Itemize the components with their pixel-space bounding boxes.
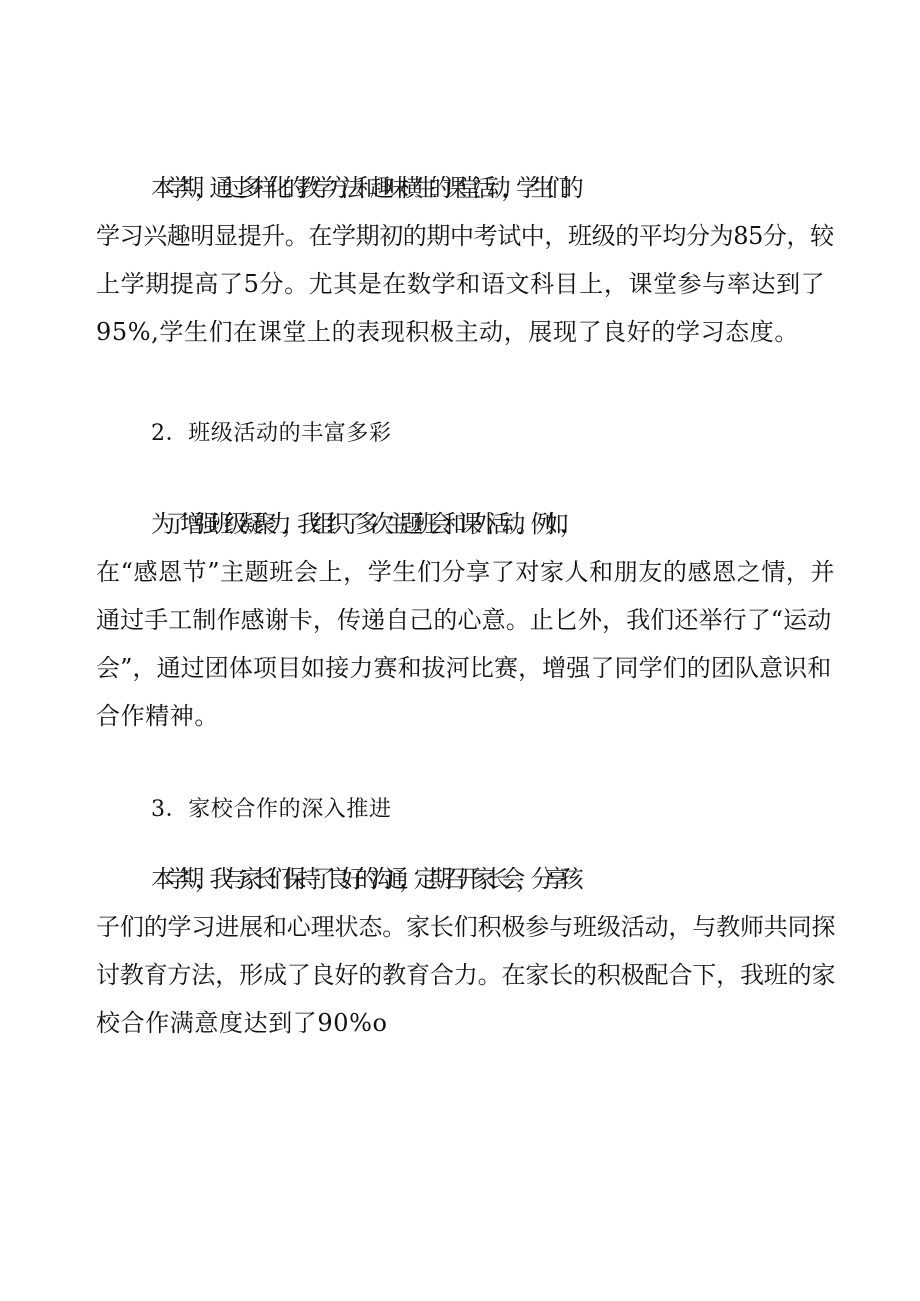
paragraph-class-activities xyxy=(96,500,836,740)
paragraph-line: 会”，通过团体项目如接力赛和拔河比赛，增强了同学们的团队意识和 xyxy=(96,654,832,682)
paragraph-study-interest xyxy=(96,164,836,356)
paragraph-line: 通过手工制作感谢卡，传递自己的心意。止匕外，我们还举行了“运动 xyxy=(96,606,832,634)
paragraph-line: 95%,学生们在课堂上的表现积极主动，展现了良好的学习态度。 xyxy=(96,318,799,346)
paragraph-line: 上学期提高了5分。尤其是在数学和语文科目上，课堂参与率达到了 xyxy=(96,270,826,298)
paragraph-line: 为了增强班级凝聚力，我组织了多次主题班会和课外活动。例如， xyxy=(151,510,575,538)
paragraph-line: 子们的学习进展和心理状态。家长们积极参与班级活动，与教师共同探 xyxy=(96,913,836,941)
paragraph-line: 学习兴趣明显提升。在学期初的期中考试中，班级的平均分为85分，较 xyxy=(96,222,834,250)
paragraph-line: 讨教育方法，形成了良好的教育合力。在家长的积极配合下，我班的家 xyxy=(96,961,836,989)
paragraph-line: 合作精神。 xyxy=(96,702,219,730)
section-heading-class-activities: 2．班级活动的丰富多彩 xyxy=(151,421,392,446)
paragraph-line: 本学期，通过多样化的教学方法和趣味横生的课堂活动，学生们的 xyxy=(151,174,575,202)
section-heading-home-school: 3．家校合作的深入推进 xyxy=(151,797,392,822)
paragraph-line: 在“感恩节”主题班会上，学生们分享了对家人和朋友的感恩之情，并 xyxy=(96,558,836,586)
paragraph-line: 本学期，我与家长们保持了良好的沟通，定期召开家长会，分享孩 xyxy=(151,865,575,893)
paragraph-line: 校合作满意度达到了90%o xyxy=(96,1009,388,1037)
paragraph-home-school xyxy=(96,855,836,1047)
